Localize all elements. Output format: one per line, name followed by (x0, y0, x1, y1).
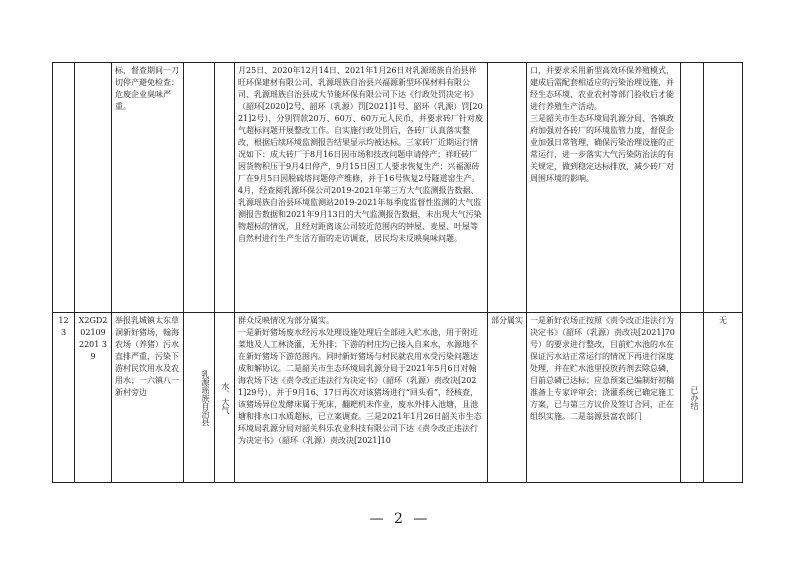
page-number: — 2 — (369, 511, 431, 527)
complaint-summary-cell: 标，督查期间一刀切停产避免检查：危废企业臭味严重。 (112, 63, 184, 313)
rectification-cell: 一是新好农场正按照《责令改正违法行为决定书》（韶环（乳源）责改决[2021]70号）的要求进行整改，目前贮水池的水在保证污水站正常运行的情况下再进行深度处理，并在贮水池里投放药剂去除总磷，目前总磷已达标；应急预案已编制好初稿准备上专家评审会；浇灌系统已确定施工方案，已与第三方议价及签订合同，正在组织实施。二是翁源县富农部门 (527, 313, 681, 483)
case-id-cell: X2GD2021092201 39 (75, 313, 112, 483)
case-number-cell (53, 63, 75, 313)
accountability-cell: 无 (704, 313, 743, 483)
accountability-cell (704, 63, 743, 313)
rectification-cell: 口，并要求采用新型高效环保养殖模式，建成后需配套相适应的污染治理设施，并经生态环境、农业农村等部门验收后才能进行养殖生产活动。 三是韶关市生态环境局乳源分局、各镇政府加强对各砖厂的环境监管力度，督促企业加强日常管理，确保污染治理设施的正常运行，进一步落实大气污染防治法的有关规定，做到稳定达标排放，减少砖厂对周围环境的影响。 (527, 63, 681, 313)
investigation-cell: 月25日、2020年12月14日、2021年1月26日对乳源瑶族自治县祥旺环保建材有限公司、乳源瑶族自治县兴福源新型环保材料有限公司、乳源瑶族自治县成大节能环保有限公司下达《行政处罚决定书》（韶环[2020]2号、韶环（乳源）罚[2021]1号、韶环（乳源）罚[2021]2号），分别罚款20万、60万、60万元人民币，并要求砖厂针对废气超标问题开展整改工作。自实施行政处罚后，各砖厂认真落实整改，根据后续环境监测报告结果显示均被达标。三家砖厂近期运行情况如下：成大砖厂于8月16日因市场和技改问题申请停产；祥旺砖厂因货物积压于9月4日停产，9月15日因工人要求恢复生产；兴福源砖厂在9月5日因脱硫塔问题停产维修，并于16号恢复2号隧道窑生产。4月，经查阅乳源环保公司2019-2021年第三方大气监测报告数据、乳源瑶族自治县环境监测站2019-2021年每季度监督性监测的大气监测报告数据和2021年9月13日的大气监测报告数据，未出现大气污染物超标的情况，且经对距离该公司较近范围内的钟屋、麦屋、叶屋等自然村进行生产生活方面的走访调查，居民均未反映臭味问题。 (235, 63, 488, 313)
pollution-type-cell: 水、大气 (215, 313, 235, 483)
county-cell: 乳源瑶族自治县 (184, 313, 215, 483)
finding-cell (488, 63, 527, 313)
complaint-summary-cell: 举报乳城镇太东草洞新好猪场，翰海农场（养猪）污水直排严重，污染下游村民饮用水及农用水；一六镇八一新村旁边 (112, 313, 184, 483)
table-row (53, 313, 743, 483)
table-row (53, 63, 743, 313)
county-cell (184, 63, 215, 313)
cases-table (52, 62, 743, 483)
status-cell: 已办结 (681, 313, 704, 483)
investigation-cell: 群众反映情况为部分属实。 一是新好猪场废水经污水处理设施处理后全部进入贮水池，用于附近菜地及人工林浇灌，无外排；下游的村庄均已接入自来水，水源地不在新好猪场下游范围内。同时新好猪场与村民就农用水受污染问题达成和解协议。二是韶关市生态环境局乳源分局于2021年5月6日对翰海农场下达《责令改正违法行为决定书》（韶环（乳源）责改决[2021]29号），并于9月16、17日再次对该猪场进行“回头看”，经核查，该猪场异位发酵床属于死床，翻耙机未作业，废水外排入池塘，且池塘和排水口水质超标，已立案调查。三是2021年1月26日韶关市生态环境局乳源分局对韶关科乐农业科技有限公司下达《责令改正违法行为决定书》（韶环（乳源）责改决[2021]10 (235, 313, 488, 483)
finding-cell: 部分属实 (488, 313, 527, 483)
case-number-cell: 123 (53, 313, 75, 483)
status-cell (681, 63, 704, 313)
pollution-type-cell (215, 63, 235, 313)
case-id-cell (75, 63, 112, 313)
